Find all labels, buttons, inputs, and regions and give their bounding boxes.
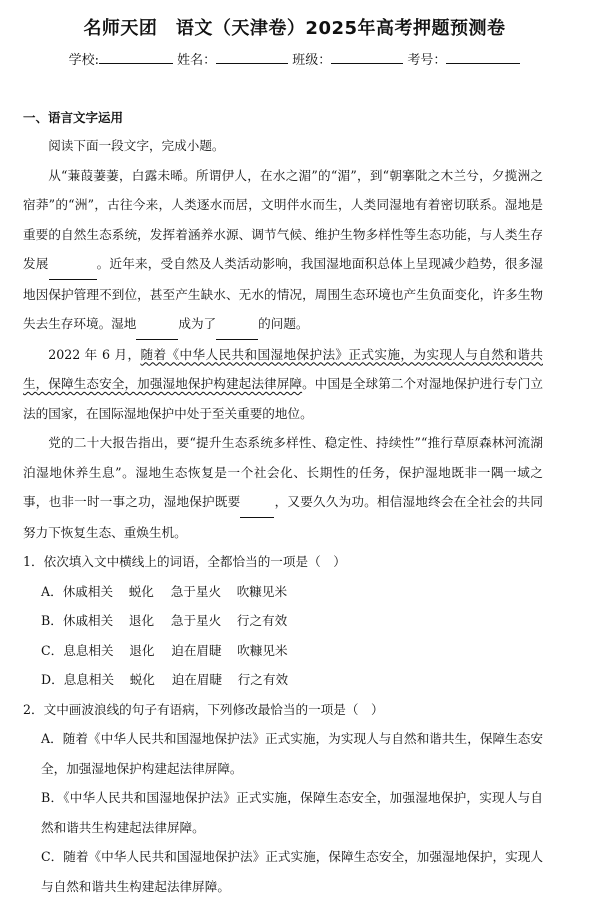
- question-1-option-d[interactable]: [23, 665, 543, 695]
- exam-content: [23, 131, 543, 901]
- option-label: A．: [41, 583, 63, 599]
- question-1-option-a[interactable]: [23, 577, 543, 607]
- question-2-stem: 2．文中画波浪线的句子有语病，下列修改最恰当的一项是（ ）: [23, 701, 384, 717]
- p1-text-d: 的问题。: [258, 316, 309, 331]
- option-word: 吹糠见米: [237, 642, 288, 658]
- number-label: 考号：: [407, 53, 447, 68]
- option-word: 息息相关: [63, 672, 115, 687]
- p3-text-a: 党的二十大报告指出，要“提升生态系统多样性、稳定性、持续性”“推行草原森林河流湖泊湿地休养生息”。湿地生态恢复是一个社会化、长期性的任务，保护湿地既非一隅一域之事，也非一时一事之功，湿地保护既要: [23, 435, 543, 509]
- option-text: 《中华人民共和国湿地保护法》正式实施，保障生态安全，加强湿地保护，实现人与自然和谐共生构建起法律屏障。: [41, 790, 543, 835]
- option-label: C．: [41, 642, 64, 658]
- option-word: 迫在眉睫: [171, 642, 222, 658]
- option-word: 休戚相关: [62, 613, 114, 628]
- p1-text-c: 成为了: [178, 316, 217, 331]
- option-label: B．: [41, 790, 64, 805]
- section-heading: 一、语言文字运用: [23, 110, 124, 125]
- option-word: 迫在眉睫: [171, 672, 223, 687]
- class-label: 班级：: [292, 53, 332, 68]
- option-word: 退化: [128, 613, 155, 628]
- option-word: 吹糠见米: [236, 583, 288, 599]
- p2-text-b: 。中国是全球第二个对湿地保护进行专门立法的国家，在国际湿地保护中处于至关重要的地位。: [23, 376, 544, 421]
- blank-4: [240, 487, 274, 518]
- question-1-stem: 1．依次填入文中横线上的词语，全都恰当的一项是（ ）: [23, 554, 346, 569]
- blank-1: [49, 249, 97, 280]
- exam-title: 名师天团 语文（天津卷）2025年高考押题预测卷: [83, 18, 506, 39]
- option-word: 急于星火: [170, 583, 222, 599]
- question-1-option-c[interactable]: [23, 636, 543, 666]
- passage-intro: 阅读下面一段文字，完成小题。: [48, 138, 225, 153]
- question-2-option-c[interactable]: [23, 842, 543, 901]
- class-field[interactable]: [331, 52, 403, 64]
- option-text: 随着《中华人民共和国湿地保护法》正式实施，保障生态安全，加强湿地保护，实现人与自然和谐共生构建起法律屏障。: [41, 849, 544, 894]
- option-word: 蜕化: [128, 583, 154, 599]
- option-word: 急于星火: [170, 613, 222, 628]
- wavy-sentence: 随着《中华人民共和国湿地保护法》正式实施，为实现人与自然和谐共生，保障生态安全，加强湿地保护构建起法律屏障: [23, 346, 543, 391]
- option-label: C．: [41, 849, 64, 864]
- option-label: A．: [41, 731, 63, 746]
- student-info-line: [0, 49, 589, 68]
- name-label: 姓名：: [177, 53, 217, 68]
- blank-3: [216, 309, 258, 340]
- option-word: 息息相关: [63, 642, 114, 658]
- blank-2: [136, 309, 178, 340]
- option-word: 行之有效: [237, 672, 289, 687]
- question-1-option-b[interactable]: [23, 606, 543, 636]
- passage-paragraph-1: [23, 161, 543, 340]
- option-label: B．: [41, 613, 63, 628]
- option-word: 行之有效: [236, 613, 288, 628]
- p2-text-a: 2022 年 6 月，: [48, 346, 141, 362]
- school-label: 学校:: [68, 53, 99, 68]
- option-word: 蜕化: [129, 672, 155, 687]
- p1-text-b: 。近年来，受自然及人类活动影响，我国湿地面积总体上呈现减少趋势，很多湿地因保护管理不到位，甚至产生缺水、无水的情况，周围生态环境也产生负面变化，许多生物失去生存环境。湿地: [23, 256, 544, 331]
- option-word: 休戚相关: [62, 583, 114, 599]
- p3-text-b: ，又要久久为功。相信湿地终会在全社会的共同努力下恢复生态、重焕生机。: [23, 494, 544, 540]
- p1-text-a: 从“蒹葭萋萋，白露未晞。所谓伊人，在水之湄”的“湄”，到“朝搴阰之木兰兮，夕揽洲之宿莽”的“洲”，古往今来，人类逐水而居，文明伴水而生，人类同湿地有着密切联系。湿地是重要的自然生态系统，发挥着涵养水源、调节气候、维护生物多样性等生态功能，与人类生存发展: [23, 167, 543, 271]
- number-field[interactable]: [446, 52, 520, 64]
- passage-paragraph-3: [23, 428, 543, 547]
- name-field[interactable]: [216, 52, 288, 64]
- question-2-option-a[interactable]: [23, 724, 543, 783]
- option-text: 随着《中华人民共和国湿地保护法》正式实施，为实现人与自然和谐共生，保障生态安全，加强湿地保护构建起法律屏障。: [41, 731, 543, 776]
- question-2-option-b[interactable]: [23, 783, 543, 842]
- passage-paragraph-2: [23, 340, 543, 429]
- option-word: 退化: [129, 642, 155, 658]
- option-label: D．: [41, 672, 64, 687]
- school-field[interactable]: [99, 52, 173, 64]
